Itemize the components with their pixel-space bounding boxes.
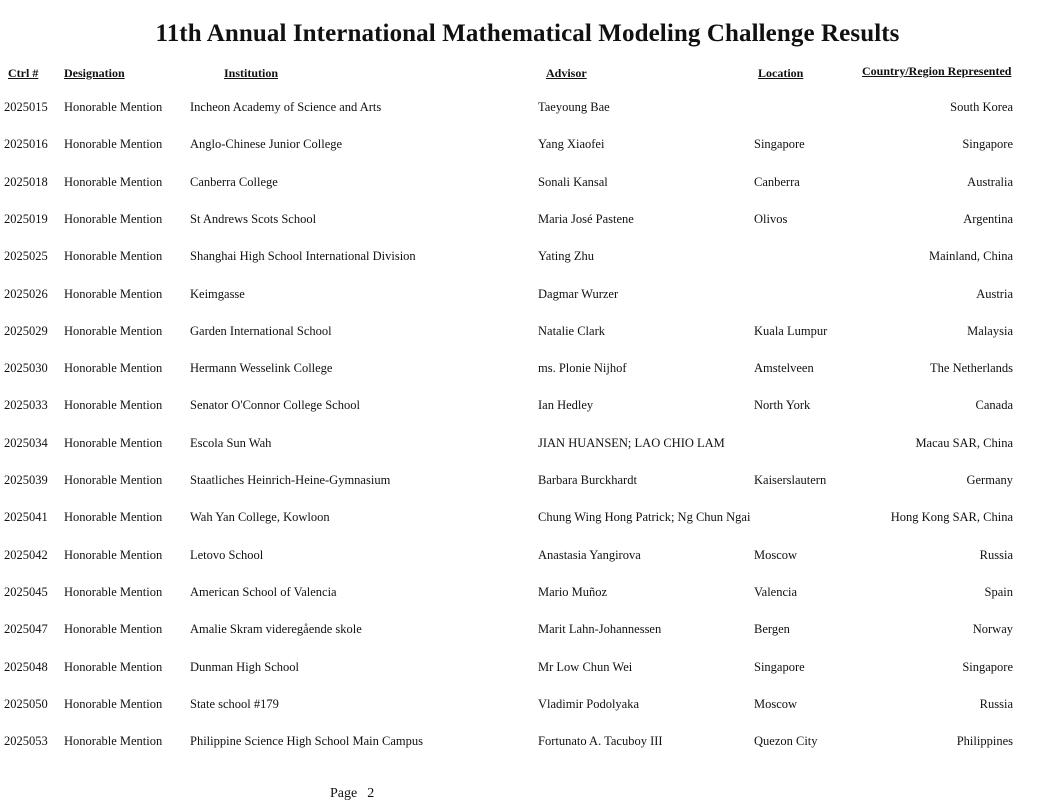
table-row	[0, 660, 1050, 680]
advisor-cell: Taeyoung Bae	[538, 100, 610, 114]
ctrl-number-cell: 2025048	[4, 659, 48, 674]
table-row	[0, 324, 1050, 344]
designation-cell: Honorable Mention	[64, 547, 163, 562]
advisor-cell: JIAN HUANSEN; LAO CHIO LAM	[538, 435, 725, 450]
country-cell: Canada	[975, 398, 1013, 413]
advisor-cell: Yang Xiaofei	[538, 137, 605, 152]
institution-cell: Staatliches Heinrich-Heine-Gymnasium	[190, 473, 391, 487]
header-designation: Designation	[64, 66, 125, 80]
advisor-cell: Maria José Pastene	[538, 211, 634, 226]
institution-cell: Dunman High School	[190, 659, 300, 674]
table-row	[0, 548, 1050, 568]
location-cell: Valencia	[754, 584, 798, 599]
page-title: 11th Annual International Mathematical Modeling Challenge Results	[155, 20, 900, 47]
ctrl-number-cell: 2025033	[4, 398, 48, 413]
table-row	[0, 510, 1050, 530]
institution-cell: St Andrews Scots School	[190, 211, 317, 226]
table-row	[0, 212, 1050, 232]
location-cell: North York	[754, 398, 811, 413]
institution-cell: State school #179	[190, 696, 279, 711]
institution-cell: Hermann Wesselink College	[190, 361, 333, 376]
institution-cell: Canberra College	[190, 174, 278, 189]
ctrl-number-cell: 2025026	[4, 286, 48, 301]
table-row	[0, 734, 1050, 754]
advisor-cell: Barbara Burckhardt	[538, 473, 637, 487]
ctrl-number-cell: 2025053	[4, 734, 48, 749]
location-cell: Singapore	[754, 659, 805, 674]
table-row	[0, 249, 1050, 269]
table-row	[0, 436, 1050, 456]
advisor-cell: Yating Zhu	[538, 249, 595, 264]
designation-cell: Honorable Mention	[64, 286, 163, 301]
country-cell: South Korea	[950, 100, 1013, 114]
advisor-cell: Chung Wing Hong Patrick; Ng Chun Ngai	[538, 510, 751, 525]
country-cell: Russia	[979, 696, 1013, 711]
designation-cell: Honorable Mention	[64, 249, 163, 264]
institution-cell: Letovo School	[190, 547, 264, 562]
ctrl-number-cell: 2025041	[4, 510, 48, 525]
designation-cell: Honorable Mention	[64, 361, 163, 376]
table-row	[0, 361, 1050, 381]
ctrl-number-cell: 2025045	[4, 584, 48, 599]
institution-cell: Wah Yan College, Kowloon	[190, 510, 330, 525]
designation-cell: Honorable Mention	[64, 100, 163, 114]
ctrl-number-cell: 2025047	[4, 622, 48, 637]
table-row	[0, 175, 1050, 195]
country-cell: Macau SAR, China	[915, 435, 1013, 450]
header-ctrl: Ctrl #	[8, 66, 39, 80]
country-cell: Russia	[979, 547, 1013, 562]
country-cell: Argentina	[963, 211, 1013, 226]
location-cell: Moscow	[754, 696, 798, 711]
country-cell: Mainland, China	[928, 249, 1013, 264]
advisor-cell: Mr Low Chun Wei	[538, 659, 633, 674]
country-cell: Germany	[966, 473, 1013, 487]
location-cell: Amstelveen	[754, 361, 814, 376]
header-advisor: Advisor	[546, 66, 587, 80]
institution-cell: Amalie Skram videregående skole	[190, 622, 362, 637]
advisor-cell: Dagmar Wurzer	[538, 286, 619, 301]
institution-cell: Keimgasse	[190, 286, 245, 301]
designation-cell: Honorable Mention	[64, 659, 163, 674]
ctrl-number-cell: 2025039	[4, 473, 48, 487]
designation-cell: Honorable Mention	[64, 734, 163, 749]
advisor-cell: ms. Plonie Nijhof	[538, 361, 627, 376]
institution-cell: Escola Sun Wah	[190, 435, 272, 450]
designation-cell: Honorable Mention	[64, 435, 163, 450]
ctrl-number-cell: 2025015	[4, 100, 48, 114]
country-cell: Singapore	[962, 659, 1013, 674]
institution-cell: American School of Valencia	[190, 584, 337, 599]
ctrl-number-cell: 2025050	[4, 696, 48, 711]
location-cell: Canberra	[754, 174, 800, 189]
country-cell: Austria	[976, 286, 1013, 301]
country-cell: Norway	[972, 622, 1013, 637]
country-cell: Singapore	[962, 137, 1013, 152]
table-row	[0, 697, 1050, 717]
ctrl-number-cell: 2025018	[4, 174, 48, 189]
designation-cell: Honorable Mention	[64, 398, 163, 413]
institution-cell: Philippine Science High School Main Campus	[190, 734, 423, 749]
ctrl-number-cell: 2025042	[4, 547, 48, 562]
designation-cell: Honorable Mention	[64, 174, 163, 189]
institution-cell: Garden International School	[190, 323, 332, 338]
ctrl-number-cell: 2025019	[4, 211, 48, 226]
designation-cell: Honorable Mention	[64, 137, 163, 152]
page-label: Page	[330, 786, 358, 801]
page-footer	[330, 786, 374, 802]
advisor-cell: Anastasia Yangirova	[538, 547, 641, 562]
ctrl-number-cell: 2025016	[4, 137, 48, 152]
country-cell: Hong Kong SAR, China	[890, 510, 1013, 525]
designation-cell: Honorable Mention	[64, 696, 163, 711]
country-cell: Malaysia	[967, 323, 1013, 338]
table-row	[0, 622, 1050, 642]
location-cell: Moscow	[754, 547, 798, 562]
designation-cell: Honorable Mention	[64, 323, 163, 338]
ctrl-number-cell: 2025030	[4, 361, 48, 376]
location-cell: Olivos	[754, 211, 788, 226]
location-cell: Kuala Lumpur	[754, 323, 828, 338]
table-row	[0, 585, 1050, 605]
advisor-cell: Vladimir Podolyaka	[538, 696, 640, 711]
table-row	[0, 100, 1050, 120]
designation-cell: Honorable Mention	[64, 211, 163, 226]
institution-cell: Shanghai High School International Division	[190, 249, 416, 264]
institution-cell: Senator O'Connor College School	[190, 398, 360, 413]
advisor-cell: Natalie Clark	[538, 323, 605, 338]
header-institution: Institution	[224, 66, 279, 80]
table-row	[0, 398, 1050, 418]
ctrl-number-cell: 2025029	[4, 323, 48, 338]
advisor-cell: Fortunato A. Tacuboy III	[538, 734, 663, 749]
country-cell: The Netherlands	[930, 361, 1013, 376]
advisor-cell: Ian Hedley	[538, 398, 594, 413]
country-cell: Philippines	[956, 734, 1013, 749]
header-location: Location	[758, 66, 804, 80]
header-country: Country/Region Represented	[862, 64, 1012, 78]
table-row	[0, 473, 1050, 493]
institution-cell: Anglo-Chinese Junior College	[190, 137, 343, 152]
ctrl-number-cell: 2025025	[4, 249, 48, 264]
advisor-cell: Marit Lahn-Johannessen	[538, 622, 662, 637]
location-cell: Quezon City	[754, 734, 818, 749]
institution-cell: Incheon Academy of Science and Arts	[190, 100, 382, 114]
ctrl-number-cell: 2025034	[4, 435, 48, 450]
country-cell: Australia	[967, 174, 1013, 189]
designation-cell: Honorable Mention	[64, 622, 163, 637]
location-cell: Kaiserslautern	[754, 473, 827, 487]
designation-cell: Honorable Mention	[64, 584, 163, 599]
location-cell: Bergen	[754, 622, 790, 637]
table-row	[0, 137, 1050, 157]
designation-cell: Honorable Mention	[64, 510, 163, 525]
country-cell: Spain	[984, 584, 1013, 599]
advisor-cell: Sonali Kansal	[538, 174, 608, 189]
designation-cell: Honorable Mention	[64, 473, 163, 487]
advisor-cell: Mario Muñoz	[538, 584, 608, 599]
location-cell: Singapore	[754, 137, 805, 152]
page-number: 2	[367, 786, 375, 801]
table-row	[0, 287, 1050, 307]
